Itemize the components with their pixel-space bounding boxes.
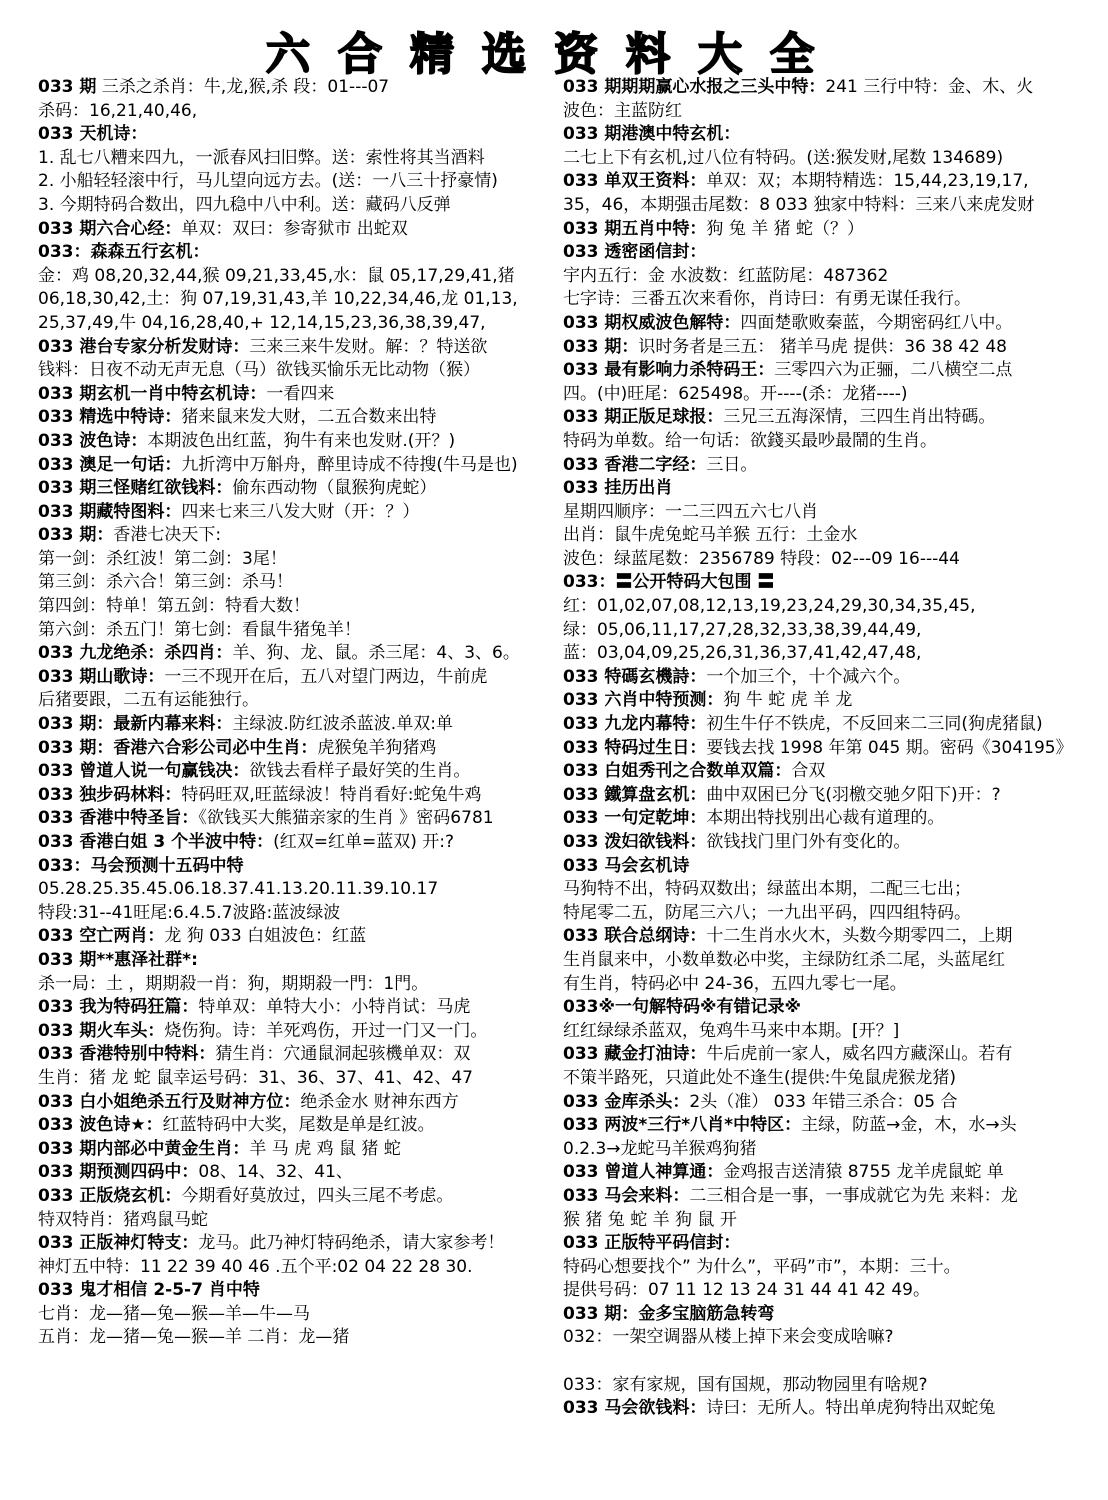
line-text: 诗曰：无所人。特出单虎狗特出双蛇兔 [706,1398,996,1419]
text-line [38,454,578,478]
line-text: 星期四顺序：一二三四五六七八肖 [563,501,818,522]
line-text: 九折湾中万斛舟，醉里诗成不待搜(牛马是也) [181,454,518,475]
text-line [563,925,1103,949]
line-text: 牛后虎前一家人，威名四方藏深山。若有 [706,1044,1013,1065]
text-line [38,619,578,643]
line-text: (红双=红单=蓝双) 开:? [273,832,454,852]
line-heading: 033 期**惠泽社群*: [38,949,198,970]
text-line [563,194,1103,218]
text-line [563,1043,1103,1067]
line-text: 狗 兔 羊 猪 蛇（？） [706,218,865,239]
line-text: 猴 猪 兔 蛇 羊 狗 鼠 开 [563,1209,737,1230]
text-line [563,784,1103,808]
text-line [563,619,1103,643]
text-line [38,170,578,194]
text-line [38,241,578,265]
text-line [563,241,1103,265]
line-text: 虎猴兔羊狗猪鸡 [317,737,437,758]
text-line [38,807,578,831]
text-line [38,76,578,100]
text-line [38,831,578,855]
line-heading: 033 期六合心经： [38,218,182,239]
text-line [563,902,1103,926]
line-text: 25,37,49,牛 04,16,28,40,+ 12,14,15,23,36,38,39,47, [38,312,486,333]
line-text: 生肖鼠来中，小数单数必中奖，主绿防红杀二尾，头蓝尾红 [563,949,1005,970]
text-line [563,1067,1103,1091]
text-line [38,123,578,147]
text-line [38,430,578,454]
line-heading: 033 泼妇欲钱料： [563,832,707,852]
text-line [563,1138,1103,1162]
text-line [38,1043,578,1067]
line-text: 七肖：龙—猪—兔—猴—羊—牛—马 [38,1303,310,1324]
line-text: 1. 乱七八糟来四九，一派春风扫旧弊。送：索性将其当酒料 [38,147,485,168]
line-text: 05.28.25.35.45.06.18.37.41.13.20.11.39.10.17 [38,879,439,900]
line-text: 《欲钱买大熊猫亲家的生肖 》密码6781 [198,808,494,829]
line-text: 识时务者是三五： 猪羊马虎 提供：36 38 42 48 [638,336,1007,357]
line-text: 金鸡报吉送清猿 8755 龙羊虎鼠蛇 单 [723,1162,1004,1183]
line-text: 羊 马 虎 鸡 鼠 猪 蛇 [249,1138,401,1159]
line-text: 杀码：16,21,40,46, [38,100,198,121]
line-heading: 033 透密函信封： [563,242,707,263]
line-heading: 033 期港澳中特玄机： [563,124,741,145]
line-text: 主绿波.防红波杀蓝波.单双:单 [232,714,453,735]
text-line [38,524,578,548]
text-line [563,430,1103,454]
text-line [563,1350,1103,1374]
line-heading: 033 期：金多宝脑筋急转弯 [563,1303,775,1324]
line-text: 三零四六为正骊，二八横空二点 [774,360,1013,381]
line-heading: 033 鬼才相信 2-5-7 肖中特 [38,1280,260,1301]
line-text: 第六剑：杀五门！第七剑：看鼠牛猪兔羊！ [38,619,361,640]
line-heading: 033 特码过生日： [563,737,707,758]
line-text: 钱料：日夜不动无声无息（马）欲钱买愉乐无比动物（猴） [38,360,480,381]
line-text: 一个加三个，十个减六个。 [706,666,911,687]
line-text: 马狗特不出，特码双数出；绿蓝出本期，二配三七出； [563,879,971,900]
text-line [38,713,578,737]
line-text: 特码旺双,旺蓝绿波！特肖看好:蛇兔牛鸡 [181,784,482,805]
text-line [38,147,578,171]
text-line [563,123,1103,147]
text-line [38,878,578,902]
line-heading: 033 期： [563,336,639,357]
line-text: 241 三行中特：金、木、火 [825,77,1034,97]
text-line [38,1326,578,1350]
line-heading: 033 正版神灯特支： [38,1233,199,1254]
line-text: 波色：绿蓝尾数：2356789 特段：02---09 16---44 [563,548,960,569]
text-line [38,1161,578,1185]
line-text: 四面楚歌败秦蓝，今期密码红八中。 [740,312,1013,333]
text-line [563,1374,1103,1398]
text-line [563,595,1103,619]
line-text: 欲钱找门里门外有变化的。 [706,832,911,852]
text-line [563,760,1103,784]
line-heading: 033 期期期赢心水报之三头中特： [563,77,826,97]
line-heading: 033 期预测四码中： [38,1162,199,1183]
text-line [38,100,578,124]
text-line [38,571,578,595]
line-text: 本期出特找别出心裁有道理的。 [706,808,945,829]
page-title: 六合精选资料大全 [266,29,842,80]
text-line [38,666,578,690]
line-text: 欲钱去看样子最好笑的生肖。 [249,761,471,782]
line-text: 金：鸡 08,20,32,44,猴 09,21,33,45,水：鼠 05,17,29,41,猪 [38,265,515,286]
text-line [563,501,1103,525]
line-text: 香港七决天下: [113,525,222,546]
text-line [563,642,1103,666]
text-line [563,831,1103,855]
line-text: 五肖：龙—猪—兔—猴—羊 二肖：龙—猪 [38,1327,350,1348]
text-line [38,973,578,997]
text-line [38,1232,578,1256]
line-text: 四。(中)旺尾：625498。开----(杀：龙猪----) [563,383,908,404]
line-text: 三兄三五海深情，三四生肖出特碼。 [723,407,996,428]
line-heading: 033 马会欲钱料： [563,1398,707,1419]
text-line [563,406,1103,430]
line-text: 要钱去找 1998 年第 045 期。密码《304195》 [706,737,1073,758]
text-line [38,548,578,572]
line-heading: 033 期正版足球报： [563,407,724,428]
line-text: 十二生肖水火木，头数今期零四二，上期 [706,926,1013,947]
text-line [38,288,578,312]
text-line [38,406,578,430]
line-text: 绿：05,06,11,17,27,28,32,33,38,39,44,49, [563,619,922,640]
line-text: 08、14、32、41、 [198,1162,353,1183]
text-line [563,737,1103,761]
line-text: 三日。 [706,454,758,475]
text-line [563,713,1103,737]
text-line [38,737,578,761]
line-text: 特尾零二五，防尾三六八；一九出平码，四四组特码。 [563,902,971,923]
line-heading: 033 波色诗★： [38,1115,163,1136]
line-heading: 033 六肖中特预测： [563,690,724,711]
line-text: 主绿，防蓝→金，木，水→头 [801,1115,1017,1136]
text-line [38,1185,578,1209]
line-text: 特段:31--41旺尾:6.4.5.7波路:蓝波绿波 [38,902,341,923]
line-heading: 033 期三怪赌红欲钱料： [38,478,233,499]
text-line [38,1138,578,1162]
text-line [563,477,1103,501]
line-heading: 033 精选中特诗： [38,407,182,428]
text-line [563,359,1103,383]
text-line [38,1256,578,1280]
text-line [38,336,578,360]
line-heading: 033 期内部必中黄金生肖： [38,1138,250,1159]
line-text: 有生肖，特码必中 24-36，五四九零七一尾。 [563,973,907,994]
text-line [563,1091,1103,1115]
line-text: 不策半路死，只道此处不逢生(提供:牛兔鼠虎猴龙猪) [563,1067,956,1088]
line-heading: 033：森森五行玄机： [38,242,210,263]
text-line [563,878,1103,902]
text-line [563,949,1103,973]
text-line [563,548,1103,572]
line-text: 二三相合是一事，一事成就它为先 来料：龙 [689,1185,1018,1206]
text-line [38,1303,578,1327]
line-text: 后猪要跟，二五有运能独行。 [38,690,259,711]
text-line [38,1067,578,1091]
line-text: 羊、狗、龙、鼠。杀三尾：4、3、6。 [232,643,520,664]
text-line [563,1326,1103,1350]
line-heading: 033 马会玄机诗 [563,855,690,876]
line-heading: 033 特碼玄機詩： [563,666,707,687]
line-text: 一看四来 [266,383,335,404]
line-heading: 033 单双王资料： [563,171,707,192]
line-heading: 033 期藏特图料： [38,501,182,522]
line-heading: 033 期：香港六合彩公司必中生肖： [38,737,318,758]
text-line [563,855,1103,879]
line-heading: 033 期： [38,525,114,546]
line-heading: 033 白小姐绝杀五行及财神方位： [38,1091,301,1112]
text-line [563,100,1103,124]
line-heading: 033 期五肖中特： [563,218,707,239]
text-line [563,336,1103,360]
text-line [38,359,578,383]
text-line [563,147,1103,171]
line-heading: 033 鐵算盘玄机： [563,784,707,805]
text-line [38,902,578,926]
text-line [38,595,578,619]
line-heading: 033 独步码林料： [38,784,182,805]
line-text: 第四剑：特单！第五剑：特看大数！ [38,596,310,617]
text-line [38,194,578,218]
text-line [38,642,578,666]
line-text: 狗 牛 蛇 虎 羊 龙 [723,690,853,711]
text-line [38,218,578,242]
text-line [38,1279,578,1303]
line-text: 今期看好莫放过，四头三尾不考虑。 [181,1185,454,1206]
line-text: 烧伤狗。诗：羊死鸡伤，开过一门又一门。 [164,1020,488,1041]
line-heading: 033 波色诗： [38,430,148,451]
line-text: 3. 今期特码合数出，四九稳中八中利。送：藏码八反弹 [38,194,451,215]
line-heading: 033 马会来料： [563,1185,690,1206]
line-heading: 033 藏金打油诗： [563,1044,707,1065]
text-line [563,1397,1103,1421]
text-line [38,925,578,949]
line-heading: 033 期玄机一肖中特玄机诗： [38,383,267,404]
line-heading: 033 期权威波色解特： [563,312,741,333]
line-text: 绝杀金水 财神东西方 [300,1091,459,1112]
line-heading: 033 天机诗： [38,124,148,145]
text-line [38,1114,578,1138]
text-line [563,973,1103,997]
text-line [563,265,1103,289]
text-line [38,1020,578,1044]
text-line [563,218,1103,242]
text-line [563,1279,1103,1303]
line-text: 0.2.3→龙蛇马羊猴鸡狗猪 [563,1138,757,1159]
text-line [38,760,578,784]
line-heading: 033 我为特码狂篇： [38,997,199,1018]
text-line [563,170,1103,194]
line-text: 第一剑：杀红波！第二剑：3尾！ [38,548,287,569]
line-text: 特单双：单特大小：小特肖试：马虎 [198,997,471,1018]
line-text: 红红绿绿杀蓝双，兔鸡牛马来中本期。[开？] [563,1020,900,1041]
text-line [38,784,578,808]
line-text: 032：一架空调器从楼上掉下来会变成啥嘛? [563,1327,894,1348]
text-line [38,265,578,289]
line-text: 红：01,02,07,08,12,13,19,23,24,29,30,34,35,45, [563,596,976,617]
text-line [563,666,1103,690]
right-column [563,76,1103,1421]
line-text: 本期波色出红蓝，狗牛有来也发财.(开？) [147,430,456,451]
line-text: 033：家有家规，国有国规，那动物园里有啥规? [563,1374,928,1395]
text-line [38,312,578,336]
line-text: 宇内五行：金 水波数：红蓝防尾：487362 [563,265,889,286]
line-heading: 033※一句解特码※有错记录※ [563,997,802,1018]
line-text: 单双：双曰：参寄狱市 出蛇双 [181,218,408,239]
line-heading: 033 九龙内幕特： [563,714,707,735]
line-text: 06,18,30,42,土：狗 07,19,31,43,羊 10,22,34,46,龙 01,13, [38,289,518,310]
line-text: 偷东西动物（鼠猴狗虎蛇） [232,478,437,499]
line-text: 特码心想要找个” 为什么”，平码”市”，本期：三十。 [563,1256,961,1277]
line-text: 猪来鼠来发大财，二五合数来出特 [181,407,437,428]
left-column [38,76,578,1350]
line-text: 三杀之杀肖：牛,龙,猴,杀 段：01---07 [96,77,390,97]
line-heading: 033 最有影响力杀特码王： [563,360,775,381]
text-line [563,807,1103,831]
text-line [38,689,578,713]
line-text: 初生牛仔不铁虎，不反回来二三同(狗虎猪鼠) [706,714,1043,735]
text-line [38,383,578,407]
line-text: 35，46，本期强击尾数：8 033 独家中特料：三来八来虎发财 [563,194,1035,215]
line-text: 提供号码：07 11 12 13 24 31 44 41 42 49。 [563,1280,930,1301]
line-heading: 033 两波*三行*八肖*中特区： [563,1115,802,1136]
line-text: 2头（准） 033 年错三杀合：05 合 [689,1091,958,1112]
line-heading: 033 白姐秀刊之合数单双篇： [563,761,792,782]
line-text: 神灯五中特：11 22 39 40 46 .五个平:02 04 22 28 30. [38,1256,473,1277]
line-text: 四来七来三八发大财（开：？） [181,501,420,522]
line-text: 单双：双；本期特精选：15,44,23,19,17, [706,171,1029,192]
line-text: 生肖：猪 龙 蛇 鼠幸运号码：31、36、37、41、42、47 [38,1067,474,1088]
text-line [563,1303,1103,1327]
line-heading: 033 港台专家分析发财诗： [38,336,250,357]
line-heading: 033 正版烧玄机： [38,1185,182,1206]
line-text: 第三剑：杀六合！第三剑：杀马！ [38,572,293,593]
line-heading: 033 联合总纲诗： [563,926,707,947]
text-line [38,477,578,501]
line-text: 2. 小船轻轻滚中行，马儿望向远方去。(送：一八三十抒豪情) [38,171,498,192]
line-text: 一三不现开在后，五八对望门两边，牛前虎 [164,666,488,687]
line-heading: 033 九龙绝杀：杀四肖： [38,643,233,664]
line-heading: 033：马会预测十五码中特 [38,855,244,876]
line-heading: 033 挂历出肖 [563,478,673,499]
line-heading: 033 正版特平码信封： [563,1233,741,1254]
text-line [563,571,1103,595]
line-text: 曲中双困已分飞(羽檄交驰夕阳下)开：? [706,784,1001,805]
text-line [563,1232,1103,1256]
text-line [563,996,1103,1020]
text-line [563,1185,1103,1209]
text-line [38,996,578,1020]
line-heading: 033：〓公开特码大包围 〓 [563,572,775,593]
line-heading: 033 期山歌诗： [38,666,165,687]
text-line [563,288,1103,312]
line-heading: 033 期：最新内幕来料： [38,714,233,735]
text-line [38,855,578,879]
line-text: 猜生肖：穴通鼠洞起骇機单双：双 [215,1044,471,1065]
line-heading: 033 空亡两肖： [38,926,165,947]
text-line [38,1209,578,1233]
line-text: 特码为单数。给一句话：欲錢买最吵最鬧的生肖。 [563,430,937,451]
line-text: 杀一局：土 ，期期殺一肖：狗，期期殺一門：1門。 [38,973,429,994]
line-text: 特双特肖：猪鸡鼠马蛇 [38,1209,208,1230]
text-line [563,1020,1103,1044]
text-line [563,1114,1103,1138]
line-heading: 033 期 [38,77,97,97]
line-text: 出肖：鼠牛虎兔蛇马羊猴 五行：土金水 [563,525,858,546]
line-heading: 033 曾道人说一句赢钱决： [38,761,250,782]
line-text: 龙 狗 033 白姐波色：红蓝 [164,926,367,947]
line-text: 七字诗：三番五次来看你，肖诗曰：有勇无谋任我行。 [563,289,971,310]
line-heading: 033 香港白姐 3 个半波中特： [38,832,274,852]
text-line [563,689,1103,713]
line-text: 合双 [791,761,826,782]
line-text: 龙马。此乃神灯特码绝杀，请大家参考！ [198,1233,505,1254]
text-line [38,501,578,525]
line-text: 三来三来牛发财。解：？特送欲 [249,336,488,357]
line-heading: 033 香港特别中特料： [38,1044,216,1065]
line-text: 波色：主蓝防红 [563,100,682,121]
line-text: 红蓝特码中大奖，尾数是单是红波。 [162,1115,435,1136]
line-text: 二七上下有玄机,过八位有特码。(送:猴发财,尾数 134689) [563,147,1004,168]
line-heading: 033 澳足一句话： [38,454,182,475]
line-heading: 033 香港中特圣旨： [38,808,199,829]
line-heading: 033 金库杀头： [563,1091,690,1112]
line-heading: 033 期火车头： [38,1020,165,1041]
text-line [563,76,1103,100]
text-line [38,1091,578,1115]
text-line [563,383,1103,407]
line-heading: 033 一句定乾坤： [563,808,707,829]
text-line [563,1161,1103,1185]
text-line [563,312,1103,336]
line-heading: 033 曾道人神算通： [563,1162,724,1183]
line-heading: 033 香港二字经： [563,454,707,475]
line-text: 蓝：03,04,09,25,26,31,36,37,41,42,47,48, [563,643,922,664]
text-line [563,1256,1103,1280]
text-line [38,949,578,973]
text-line [563,454,1103,478]
text-line [563,524,1103,548]
text-line [563,1209,1103,1233]
